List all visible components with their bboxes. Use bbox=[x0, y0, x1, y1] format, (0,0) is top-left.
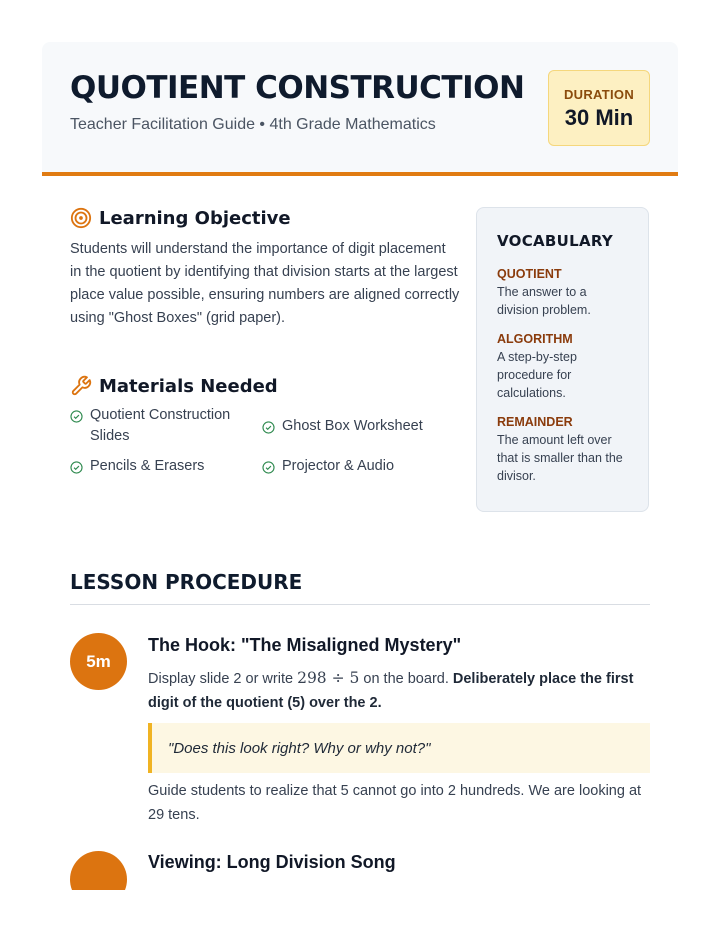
procedure-title: LESSON PROCEDURE bbox=[70, 570, 303, 594]
discussion-quote: "Does this look right? Why or why not?" bbox=[148, 723, 650, 773]
page-title: QUOTIENT CONSTRUCTION bbox=[70, 70, 525, 106]
check-circle-icon bbox=[262, 421, 275, 434]
check-circle-icon bbox=[70, 461, 83, 474]
lesson-header bbox=[42, 42, 678, 176]
vocab-definition: The answer to a division problem. bbox=[497, 285, 591, 317]
objective-text: Students will understand the importance of digit placement in the quotient by identifying that division starts at the largest place value possible, ensuring numbers are aligned correctly using "Ghost Boxes" (grid paper). bbox=[70, 241, 460, 326]
target-icon bbox=[70, 207, 92, 229]
step-description bbox=[148, 666, 650, 715]
duration-value: 30 Min bbox=[564, 105, 634, 130]
vocabulary-panel bbox=[476, 207, 649, 512]
step-text-after: on the board. bbox=[359, 671, 453, 687]
duration-badge bbox=[548, 70, 650, 146]
step-emphasis: Deliberately place the first digit of the quotient (5) over the 2. bbox=[148, 671, 634, 711]
step-followup: Guide students to realize that 5 cannot go into 2 hundreds. We are looking at 29 tens. bbox=[148, 783, 642, 823]
vocab-term: QUOTIENT bbox=[497, 267, 562, 281]
step-text-before: Display slide 2 or write bbox=[148, 671, 298, 687]
materials-title: Materials Needed bbox=[99, 375, 278, 397]
check-circle-icon bbox=[262, 461, 275, 474]
vocabulary-title: VOCABULARY bbox=[497, 232, 614, 250]
procedure-divider bbox=[70, 604, 650, 605]
material-label: Ghost Box Worksheet bbox=[282, 418, 423, 434]
step-badge-clip bbox=[70, 851, 127, 890]
vocab-term: REMAINDER bbox=[497, 415, 573, 429]
page-subtitle: Teacher Facilitation Guide • 4th Grade Mathematics bbox=[70, 116, 436, 133]
vocab-definition: The amount left over that is smaller than the divisor. bbox=[497, 433, 623, 483]
step-title: Viewing: Long Division Song bbox=[148, 852, 396, 872]
step-time-badge bbox=[70, 851, 127, 890]
list-item bbox=[262, 416, 460, 437]
material-label: Projector & Audio bbox=[282, 458, 395, 474]
step-time-badge: 5m bbox=[70, 633, 127, 690]
material-label: Pencils & Erasers bbox=[90, 458, 205, 474]
list-item bbox=[262, 456, 460, 477]
math-expression: 298 ÷ 5 bbox=[297, 669, 360, 687]
duration-label: DURATION bbox=[563, 87, 635, 102]
vocab-definition: A step-by-step procedure for calculations. bbox=[497, 350, 577, 400]
wrench-icon bbox=[70, 375, 92, 397]
objective-heading bbox=[70, 207, 291, 229]
list-item bbox=[70, 405, 250, 447]
check-circle-icon bbox=[70, 410, 83, 423]
objective-title: Learning Objective bbox=[99, 207, 291, 229]
material-label: Quotient Construction Slides bbox=[90, 407, 231, 444]
vocab-term: ALGORITHM bbox=[497, 332, 573, 346]
list-item bbox=[70, 456, 250, 477]
step-title: The Hook: "The Misaligned Mystery" bbox=[148, 635, 462, 655]
materials-heading bbox=[70, 375, 278, 397]
